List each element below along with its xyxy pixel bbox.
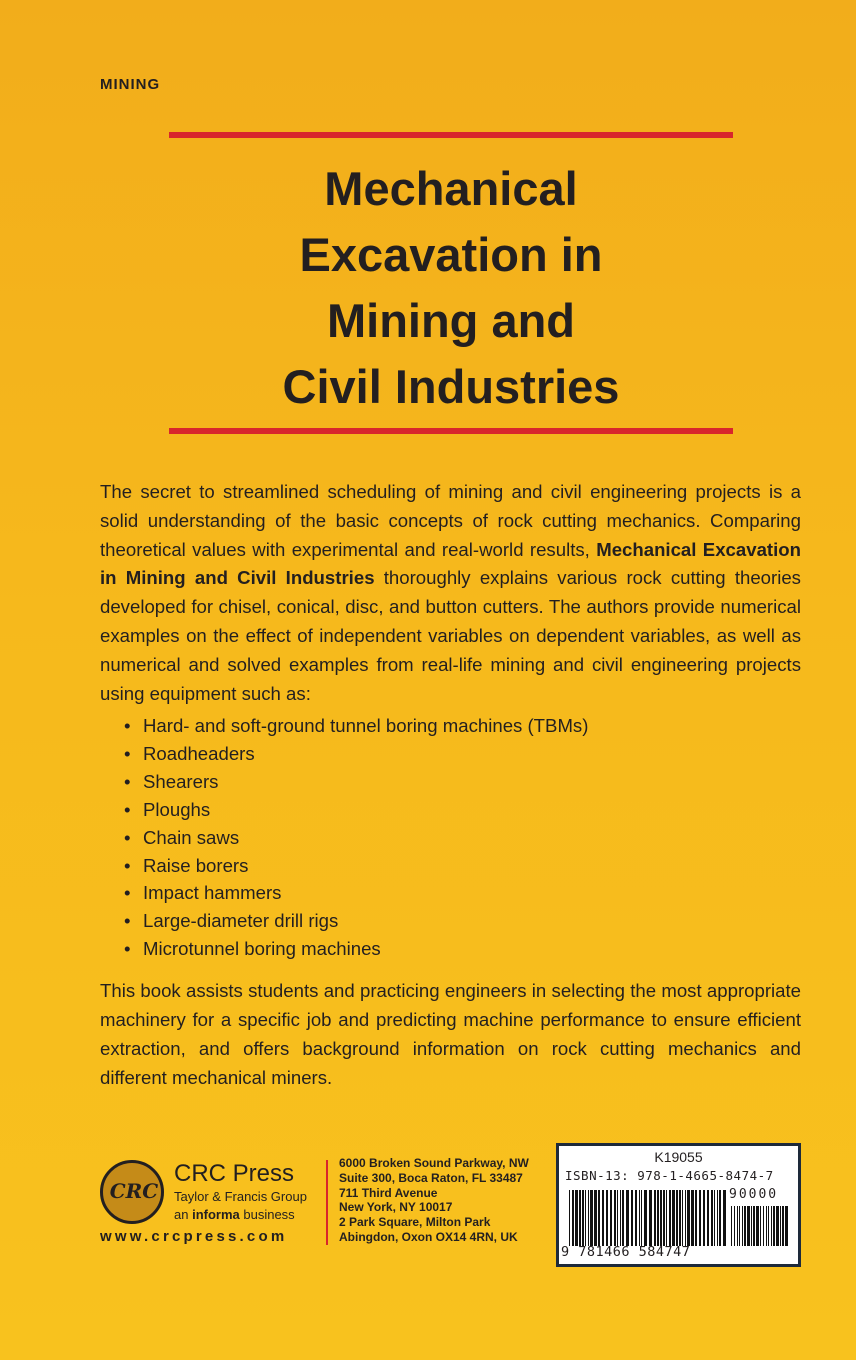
barcode-bar [582, 1190, 584, 1246]
barcode-panel [556, 1143, 801, 1267]
barcode-bar [622, 1190, 624, 1246]
barcode-bar [731, 1206, 732, 1246]
list-item: • Impact hammers [124, 879, 804, 907]
list-item: • Hard- and soft-ground tunnel boring machines (TBMs) [124, 712, 804, 740]
barcode-bar [569, 1190, 570, 1246]
barcode-bar [602, 1190, 604, 1246]
list-item: • Raise borers [124, 852, 804, 880]
barcode-bar [695, 1190, 697, 1246]
isbn-label: ISBN-13: 978-1-4665-8474-7 [565, 1168, 774, 1183]
publisher-informa: an informa business [174, 1207, 295, 1222]
address-line: 711 Third Avenue [339, 1185, 438, 1200]
barcode-addon-icon [731, 1206, 791, 1246]
publisher-name: CRC Press [174, 1160, 295, 1187]
barcode-bar [669, 1190, 671, 1246]
barcode-bar [585, 1190, 586, 1246]
list-item: • Chain saws [124, 824, 804, 852]
barcode-bar [588, 1190, 589, 1246]
publisher-divider [326, 1160, 328, 1245]
barcode-bar [657, 1190, 659, 1246]
barcode-bar [631, 1190, 633, 1246]
barcode-bar [768, 1206, 769, 1246]
list-item: • Large-diameter drill rigs [124, 907, 804, 935]
publisher-addresses [339, 1156, 529, 1245]
address-line: New York, NY 10017 [339, 1200, 453, 1215]
catalog-code: K19055 [654, 1149, 703, 1165]
barcode-bar [676, 1190, 678, 1246]
barcode-bar [742, 1206, 743, 1246]
ean-digits: 9 781466 584747 [561, 1244, 691, 1260]
barcode-bar [679, 1190, 681, 1246]
barcode-bar [760, 1206, 761, 1246]
barcode-bar [771, 1206, 772, 1246]
barcode-bar [714, 1190, 715, 1246]
addon-digits: 90000 [729, 1187, 779, 1202]
barcode-bar [639, 1190, 640, 1246]
barcode-bar [739, 1206, 740, 1246]
title-line: Excavation in [299, 228, 603, 281]
barcode-bar [687, 1190, 690, 1246]
barcode-bar [663, 1190, 665, 1246]
barcode-bar [626, 1190, 629, 1246]
barcode-bar [699, 1190, 701, 1246]
barcode-bar [654, 1190, 656, 1246]
barcode-bar [719, 1190, 721, 1246]
barcode-bar [703, 1190, 705, 1246]
list-item: • Ploughs [124, 796, 804, 824]
publisher-brand [174, 1160, 307, 1224]
barcode-bar [751, 1206, 752, 1246]
list-item: • Microtunnel boring machines [124, 935, 804, 963]
barcode-bar [785, 1206, 788, 1246]
barcode-bar [614, 1190, 616, 1246]
barcode-bar [575, 1190, 578, 1246]
barcode-bar [620, 1190, 621, 1246]
barcode-bar [672, 1190, 675, 1246]
barcode-bar [660, 1190, 662, 1246]
barcode-bar [579, 1190, 581, 1246]
address-line: 6000 Broken Sound Parkway, NW [339, 1156, 529, 1170]
barcode-bar [590, 1190, 593, 1246]
barcode-bar [747, 1206, 750, 1246]
barcode-bar [776, 1206, 779, 1246]
crc-logo-icon [100, 1160, 164, 1224]
barcode-bar [723, 1190, 726, 1246]
barcode-bar [756, 1206, 759, 1246]
list-item: • Roadheaders [124, 740, 804, 768]
barcode-bar [572, 1190, 574, 1246]
barcode-bar [649, 1190, 652, 1246]
barcode-bar [734, 1206, 735, 1246]
address-line: Suite 300, Boca Raton, FL 33487 [339, 1170, 523, 1185]
title-line: Civil Industries [282, 360, 620, 413]
title-line: Mining and [326, 294, 575, 347]
barcode-bar [707, 1190, 709, 1246]
barcode-bar [635, 1190, 637, 1246]
barcode-bar [782, 1206, 784, 1246]
list-item: • Shearers [124, 768, 804, 796]
barcode-bar [717, 1190, 718, 1246]
category-label: MINING [100, 76, 161, 93]
description-book-title: Mechanical Excavation in Mining and Civil Industries [100, 538, 801, 589]
barcode-bar [753, 1206, 755, 1246]
barcode-bar [744, 1206, 746, 1246]
barcode-bar [641, 1190, 642, 1246]
barcode-bar [737, 1206, 738, 1246]
address-line: Abingdon, Oxon OX14 4RN, UK [339, 1229, 518, 1244]
barcode-bar [773, 1206, 775, 1246]
title-rule-bottom [169, 428, 733, 434]
logo-text: CRC [109, 1179, 159, 1203]
closing-paragraph: This book assists students and practicing engineers in selecting the most appropriate machinery for a specific job and predicting machine performance to ensure efficient extraction, and offers background information on rock cutting mechanics and different mechanical miners. [100, 980, 801, 1088]
description-text: The secret to streamlined scheduling of mining and civil engineering projects is a solid understanding of the basic concepts of rock cutting mechanics. Comparing theoretical values with experimental and real-world results, [100, 481, 801, 560]
address-line: 2 Park Square, Milton Park [339, 1215, 491, 1230]
barcode-bar [682, 1190, 683, 1246]
barcode-bar [606, 1190, 608, 1246]
barcode-bar [644, 1190, 647, 1246]
barcode-bar [610, 1190, 612, 1246]
barcode-bar [598, 1190, 600, 1246]
equipment-list [124, 712, 804, 963]
description-paragraph [100, 478, 801, 708]
barcode-bar [666, 1190, 667, 1246]
barcode-bar [711, 1190, 713, 1246]
book-title [150, 156, 752, 420]
barcode-main-icon [569, 1190, 727, 1246]
barcode-bar [685, 1190, 686, 1246]
publisher-group: Taylor & Francis Group [174, 1189, 307, 1204]
title-rule-top [169, 132, 733, 138]
description-text: thoroughly explains various rock cutting theories developed for chisel, conical, disc, and button cutters. The authors provide numerical examples on the effect of independent variables on dependent variables, as well as numerical and solved examples from real-life mining and civil engineering projects using equipment such as: [100, 567, 801, 704]
barcode-bar [691, 1190, 694, 1246]
title-line: Mechanical [324, 162, 578, 215]
barcode-bar [594, 1190, 597, 1246]
barcode-bar [617, 1190, 618, 1246]
publisher-website[interactable]: www.crcpress.com [100, 1228, 288, 1245]
barcode-bar [766, 1206, 767, 1246]
barcode-bar [780, 1206, 781, 1246]
barcode-bar [763, 1206, 764, 1246]
